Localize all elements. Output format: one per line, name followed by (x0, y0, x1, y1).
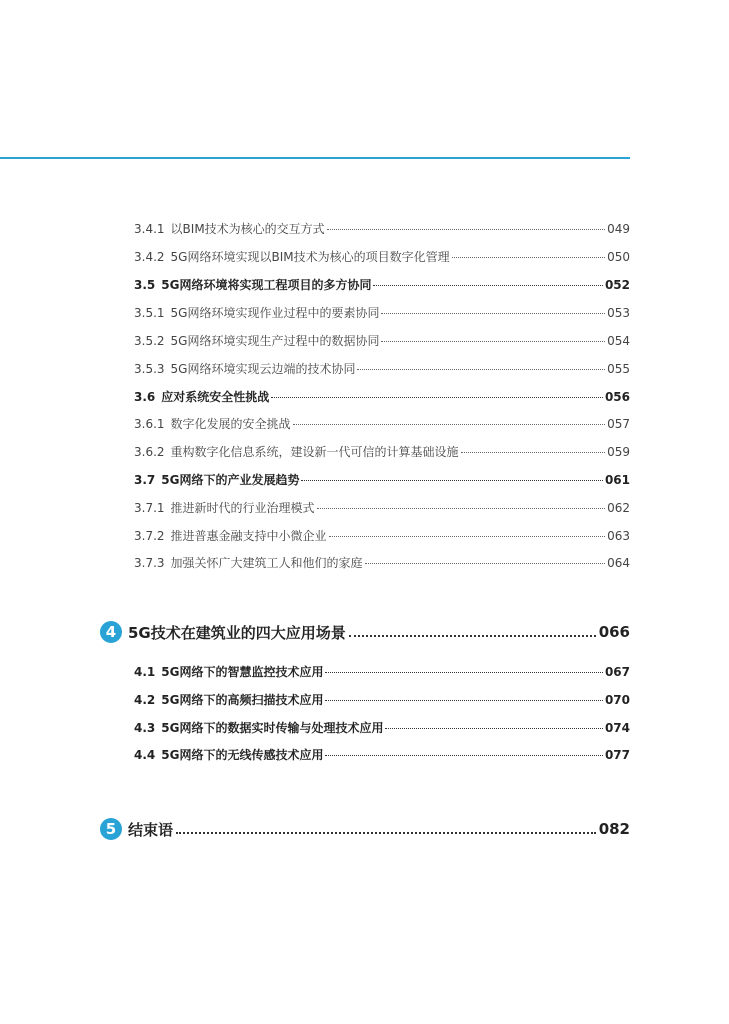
chapter-number-badge: 5 (100, 818, 122, 840)
entry-number: 4.3 (134, 721, 156, 735)
entry-number: 3.7.2 (134, 529, 165, 543)
entry-number: 4.2 (134, 693, 156, 707)
toc-entry-3-7[interactable] (134, 472, 630, 488)
dot-leader (327, 229, 605, 230)
entry-page: 062 (607, 501, 630, 515)
dot-leader (381, 313, 605, 314)
toc-chapter-5[interactable] (100, 818, 630, 840)
toc-entry-3-7-1[interactable] (134, 500, 630, 516)
dot-leader (176, 832, 596, 834)
entry-number: 4.4 (134, 748, 156, 762)
dot-leader (293, 424, 606, 425)
chapter-title: 结束语 (128, 820, 174, 839)
toc-entry-3-6-2[interactable] (134, 444, 630, 460)
entry-page: 057 (607, 417, 630, 431)
entry-number: 3.7.3 (134, 556, 165, 570)
entry-title: 5G网络下的产业发展趋势 (161, 473, 300, 487)
chapter-page: 082 (598, 820, 630, 838)
entry-title: 重构数字化信息系统，建设新一代可信的计算基础设施 (170, 445, 459, 459)
entry-page: 059 (607, 445, 630, 459)
entry-number: 3.5 (134, 278, 156, 292)
entry-title: 5G网络环境实现以BIM技术为核心的项目数字化管理 (170, 250, 450, 264)
dot-leader (373, 285, 602, 286)
toc-entry-3-5[interactable] (134, 277, 630, 293)
entry-number: 3.4.1 (134, 222, 165, 236)
entry-title: 5G网络环境将实现工程项目的多方协同 (161, 278, 372, 292)
toc-entry-3-6-1[interactable] (134, 416, 630, 432)
toc-entry-3-6[interactable] (134, 389, 630, 405)
toc-entry-4-1[interactable] (134, 664, 630, 680)
chapter-number-badge: 4 (100, 621, 122, 643)
entry-title: 5G网络下的无线传感技术应用 (161, 748, 324, 762)
toc-entry-3-4-1[interactable] (134, 221, 630, 237)
dot-leader (385, 728, 602, 729)
entry-page: 077 (604, 748, 630, 762)
entry-number: 3.7 (134, 473, 156, 487)
chapter-title: 5G技术在建筑业的四大应用场景 (128, 623, 346, 642)
entry-page: 055 (607, 362, 630, 376)
dot-leader (325, 700, 602, 701)
chapter-page: 066 (598, 623, 630, 641)
entry-number: 3.5.1 (134, 306, 165, 320)
entry-title: 5G网络环境实现云边端的技术协同 (170, 362, 356, 376)
entry-page: 067 (604, 665, 630, 679)
dot-leader (325, 755, 602, 756)
dot-leader (452, 257, 605, 258)
entry-page: 074 (604, 721, 630, 735)
entry-page: 053 (607, 306, 630, 320)
entry-title: 5G网络环境实现作业过程中的要素协同 (170, 306, 380, 320)
entry-title: 应对系统安全性挑战 (161, 390, 270, 404)
header-rule (0, 157, 630, 159)
entry-page: 070 (604, 693, 630, 707)
toc-entry-4-4[interactable] (134, 747, 630, 763)
toc-chapter-4[interactable] (100, 621, 630, 643)
entry-number: 3.6 (134, 390, 156, 404)
entry-title: 5G网络下的智慧监控技术应用 (161, 665, 324, 679)
entry-page: 061 (604, 473, 630, 487)
entry-title: 5G网络下的数据实时传输与处理技术应用 (161, 721, 384, 735)
entry-title: 5G网络下的高频扫描技术应用 (161, 693, 324, 707)
dot-leader (381, 341, 605, 342)
toc-entry-3-5-2[interactable] (134, 333, 630, 349)
entry-page: 054 (607, 334, 630, 348)
dot-leader (461, 452, 606, 453)
dot-leader (357, 369, 605, 370)
dot-leader (349, 635, 596, 637)
entry-title: 5G网络环境实现生产过程中的数据协同 (170, 334, 380, 348)
entry-number: 3.7.1 (134, 501, 165, 515)
dot-leader (329, 536, 606, 537)
toc-entry-4-3[interactable] (134, 720, 630, 736)
toc-entry-3-4-2[interactable] (134, 249, 630, 265)
toc-entry-3-5-3[interactable] (134, 361, 630, 377)
entry-title: 推进新时代的行业治理模式 (170, 501, 315, 515)
entry-title: 数字化发展的安全挑战 (170, 417, 291, 431)
entry-page: 064 (607, 556, 630, 570)
toc-entry-4-2[interactable] (134, 692, 630, 708)
entry-number: 3.4.2 (134, 250, 165, 264)
entry-number: 3.5.2 (134, 334, 165, 348)
entry-number: 4.1 (134, 665, 156, 679)
dot-leader (301, 480, 602, 481)
entry-title: 推进普惠金融支持中小微企业 (170, 529, 327, 543)
toc-entry-3-7-3[interactable] (134, 555, 630, 571)
entry-number: 3.6.2 (134, 445, 165, 459)
dot-leader (271, 397, 603, 398)
dot-leader (317, 508, 606, 509)
entry-number: 3.6.1 (134, 417, 165, 431)
entry-title: 加强关怀广大建筑工人和他们的家庭 (170, 556, 363, 570)
dot-leader (365, 563, 606, 564)
entry-title: 以BIM技术为核心的交互方式 (170, 222, 325, 236)
entry-page: 049 (607, 222, 630, 236)
entry-page: 063 (607, 529, 630, 543)
toc-entry-3-5-1[interactable] (134, 305, 630, 321)
dot-leader (325, 672, 602, 673)
entry-number: 3.5.3 (134, 362, 165, 376)
entry-page: 052 (604, 278, 630, 292)
entry-page: 056 (604, 390, 630, 404)
entry-page: 050 (607, 250, 630, 264)
toc-entry-3-7-2[interactable] (134, 528, 630, 544)
